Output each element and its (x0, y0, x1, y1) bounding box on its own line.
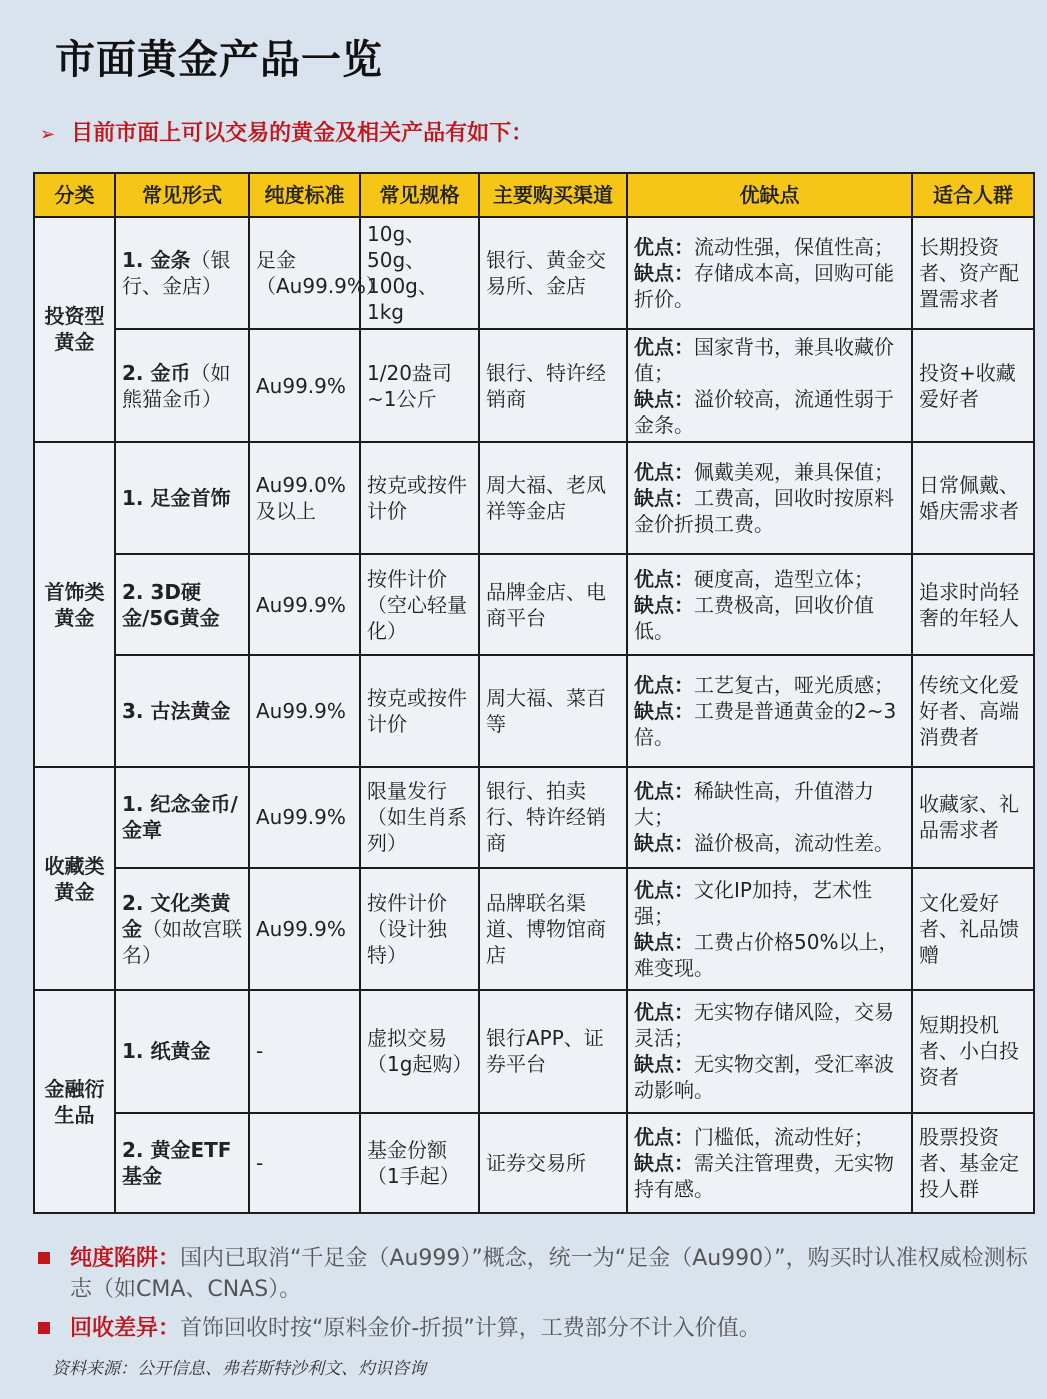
category-cell: 投资型黄金 (34, 217, 115, 442)
cons-text: 工费高，回收时按原料金价折损工费。 (634, 486, 894, 537)
header-pros-cons: 优缺点 (627, 173, 912, 217)
cons-label: 缺点： (634, 1052, 694, 1077)
form-note: （如故宫联名） (122, 916, 242, 967)
form-cell (115, 990, 249, 1112)
table-row (34, 442, 1034, 554)
form-name: 2. 3D硬金/5G黄金 (122, 579, 220, 630)
form-cell (115, 329, 249, 441)
pros-text: 无实物存储风险，交易灵活； (634, 1000, 894, 1051)
note-purity-trap (38, 1243, 1028, 1305)
pros-label: 优点： (634, 877, 694, 902)
purity-cell: - (249, 1113, 360, 1214)
pros-text: 国家背书，兼具收藏价值； (634, 334, 894, 385)
purity-cell: Au99.9% (249, 329, 360, 441)
spec-cell: 10g、50g、100g、1kg (360, 217, 479, 329)
form-name: 1. 足金首饰 (122, 486, 231, 511)
form-cell (115, 868, 249, 990)
pros-text: 稀缺性高，升值潜力大； (634, 779, 874, 830)
form-name: 2. 文化类黄金 (122, 890, 231, 941)
purity-cell: - (249, 990, 360, 1112)
notes (38, 1243, 1028, 1352)
form-name: 2. 金币 (122, 360, 191, 385)
form-cell (115, 655, 249, 767)
audience-cell: 短期投机者、小白投资者 (912, 990, 1034, 1112)
audience-cell: 股票投资者、基金定投人群 (912, 1113, 1034, 1214)
spec-cell: 1/20盎司~1公斤 (360, 329, 479, 441)
purity-cell: Au99.9% (249, 655, 360, 767)
form-note: （如熊猫金币） (122, 360, 231, 411)
channel-cell: 周大福、老凤祥等金店 (479, 442, 627, 554)
spec-cell: 按克或按件计价 (360, 442, 479, 554)
pros-cons-cell (627, 1113, 912, 1214)
cons-label: 缺点： (634, 592, 694, 617)
cons-text: 工费是普通黄金的2~3倍。 (634, 698, 897, 749)
cons-text: 工费极高，回收价值低。 (634, 592, 874, 643)
source-citation: 资料来源：公开信息、弗若斯特沙利文、灼识咨询 (52, 1359, 426, 1379)
table-row (34, 868, 1034, 990)
cons-text: 无实物交割，受汇率波动影响。 (634, 1052, 894, 1103)
pros-cons-cell (627, 655, 912, 767)
spec-cell: 基金份额（1手起） (360, 1113, 479, 1214)
header-category: 分类 (34, 173, 115, 217)
header-audience: 适合人群 (912, 173, 1034, 217)
pros-text: 门槛低，流动性好； (694, 1124, 874, 1149)
header-purity: 纯度标准 (249, 173, 360, 217)
form-cell (115, 1113, 249, 1214)
channel-cell: 银行、黄金交易所、金店 (479, 217, 627, 329)
audience-cell: 日常佩戴、婚庆需求者 (912, 442, 1034, 554)
note-recycle-difference (38, 1313, 1028, 1344)
note-label: 回收差异： (70, 1316, 181, 1341)
gold-products-table (33, 172, 1035, 1214)
pros-text: 工艺复古，哑光质感； (694, 672, 894, 697)
channel-cell: 银行APP、证券平台 (479, 990, 627, 1112)
cons-text: 工费占价格50%以上，难变现。 (634, 929, 899, 980)
header-channel: 主要购买渠道 (479, 173, 627, 217)
note-label: 纯度陷阱： (70, 1246, 181, 1271)
form-name: 2. 黄金ETF基金 (122, 1137, 232, 1188)
category-cell: 首饰类黄金 (34, 442, 115, 767)
category-cell: 金融衍生品 (34, 990, 115, 1213)
pros-label: 优点： (634, 1124, 694, 1149)
pros-text: 流动性强，保值性高； (694, 235, 894, 260)
square-bullet-icon (38, 1322, 50, 1334)
pros-cons-cell (627, 217, 912, 329)
audience-cell: 文化爱好者、礼品馈赠 (912, 868, 1034, 990)
table-row (34, 767, 1034, 867)
audience-cell: 收藏家、礼品需求者 (912, 767, 1034, 867)
form-cell (115, 442, 249, 554)
table-row (34, 990, 1034, 1112)
channel-cell: 品牌联名渠道、博物馆商店 (479, 868, 627, 990)
table-row (34, 329, 1034, 441)
form-cell (115, 554, 249, 654)
table-header-row (34, 173, 1034, 217)
pros-cons-cell (627, 990, 912, 1112)
purity-cell: Au99.9% (249, 554, 360, 654)
cons-label: 缺点： (634, 929, 694, 954)
pros-label: 优点： (634, 672, 694, 697)
cons-text: 需关注管理费，无实物持有感。 (634, 1150, 894, 1201)
pros-label: 优点： (634, 779, 694, 804)
table-row (34, 217, 1034, 329)
pros-label: 优点： (634, 1000, 694, 1025)
note-text: 首饰回收时按“原料金价-折损”计算，工费部分不计入价值。 (180, 1316, 761, 1341)
pros-label: 优点： (634, 334, 694, 359)
square-bullet-icon (38, 1252, 50, 1264)
form-note: （银行、金店） (122, 248, 231, 299)
spec-cell: 虚拟交易（1g起购） (360, 990, 479, 1112)
channel-cell: 银行、拍卖行、特许经销商 (479, 767, 627, 867)
category-cell: 收藏类黄金 (34, 767, 115, 990)
channel-cell: 银行、特许经销商 (479, 329, 627, 441)
cons-label: 缺点： (634, 831, 694, 856)
form-name: 3. 古法黄金 (122, 698, 231, 723)
cons-text: 存储成本高，回购可能折价。 (634, 261, 894, 312)
spec-cell: 按件计价（空心轻量化） (360, 554, 479, 654)
table-row (34, 1113, 1034, 1214)
form-name: 1. 纪念金币/金章 (122, 792, 238, 843)
form-name: 1. 金条 (122, 248, 191, 273)
purity-cell: 足金（Au99.9%） (249, 217, 360, 329)
cons-label: 缺点： (634, 698, 694, 723)
pros-cons-cell (627, 329, 912, 441)
channel-cell: 周大福、菜百等 (479, 655, 627, 767)
spec-cell: 按件计价（设计独特） (360, 868, 479, 990)
pros-cons-cell (627, 442, 912, 554)
purity-cell: Au99.9% (249, 767, 360, 867)
audience-cell: 投资+收藏爱好者 (912, 329, 1034, 441)
pros-label: 优点： (634, 566, 694, 591)
audience-cell: 长期投资者、资产配置需求者 (912, 217, 1034, 329)
arrow-bullet-icon: ➢ (40, 124, 56, 145)
pros-cons-cell (627, 554, 912, 654)
table-body (34, 217, 1034, 1213)
purity-cell: Au99.9% (249, 868, 360, 990)
cons-text: 溢价较高，流通性弱于金条。 (634, 386, 894, 437)
pros-text: 文化IP加持，艺术性强； (634, 877, 872, 928)
channel-cell: 证券交易所 (479, 1113, 627, 1214)
header-form: 常见形式 (115, 173, 249, 217)
spec-cell: 按克或按件计价 (360, 655, 479, 767)
subtitle-text: 目前市面上可以交易的黄金及相关产品有如下： (71, 121, 534, 146)
cons-label: 缺点： (634, 386, 694, 411)
channel-cell: 品牌金店、电商平台 (479, 554, 627, 654)
audience-cell: 传统文化爱好者、高端消费者 (912, 655, 1034, 767)
header-spec: 常见规格 (360, 173, 479, 217)
cons-label: 缺点： (634, 261, 694, 286)
spec-cell: 限量发行（如生肖系列） (360, 767, 479, 867)
form-name: 1. 纸黄金 (122, 1039, 211, 1064)
audience-cell: 追求时尚轻奢的年轻人 (912, 554, 1034, 654)
cons-label: 缺点： (634, 1150, 694, 1175)
page-title: 市面黄金产品一览 (55, 36, 383, 83)
pros-cons-cell (627, 767, 912, 867)
form-cell (115, 767, 249, 867)
purity-cell: Au99.0%及以上 (249, 442, 360, 554)
pros-label: 优点： (634, 235, 694, 260)
pros-text: 硬度高，造型立体； (694, 566, 874, 591)
pros-label: 优点： (634, 460, 694, 485)
pros-text: 佩戴美观，兼具保值； (694, 460, 894, 485)
subtitle (40, 116, 533, 147)
note-text: 国内已取消“千足金（Au999）”概念，统一为“足金（Au990）”，购买时认准权威检测标志（如CMA、CNAS）。 (70, 1246, 1028, 1302)
form-cell (115, 217, 249, 329)
cons-text: 溢价极高，流动性差。 (694, 831, 894, 856)
table-row (34, 655, 1034, 767)
pros-cons-cell (627, 868, 912, 990)
cons-label: 缺点： (634, 486, 694, 511)
table-row (34, 554, 1034, 654)
